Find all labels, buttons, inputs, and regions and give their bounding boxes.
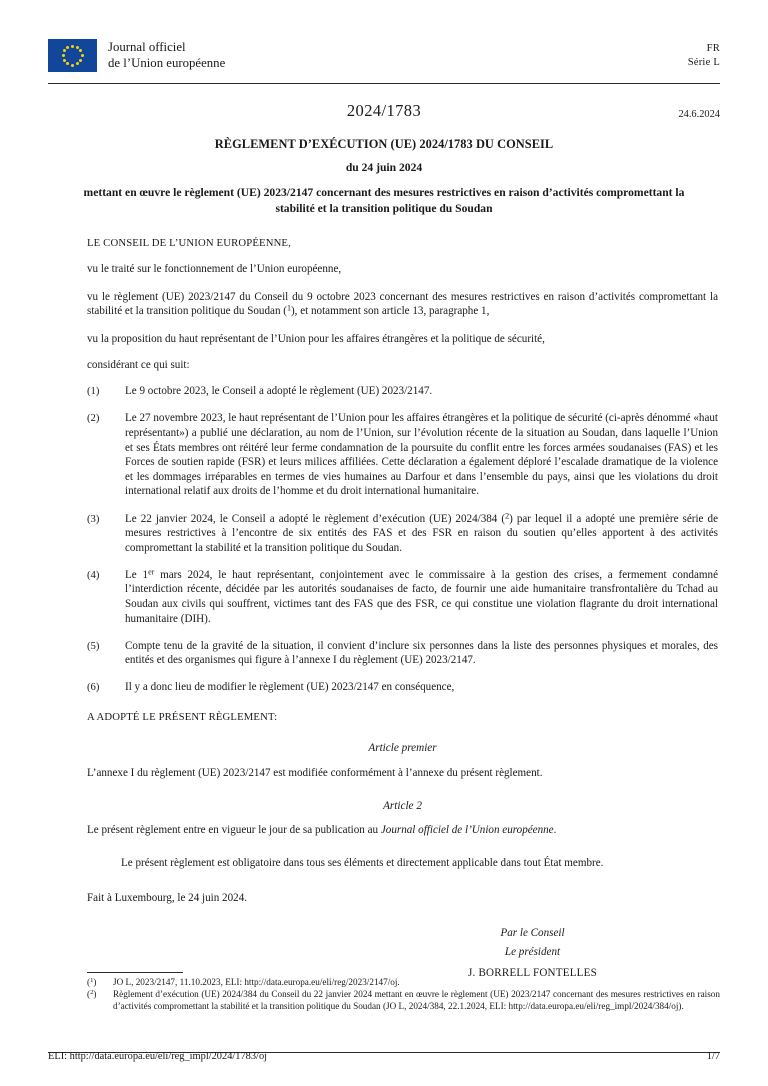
article-1-heading: Article premier xyxy=(368,741,437,754)
footnote-ref-2: 2 xyxy=(505,511,510,521)
title-date: du 24 juin 2024 xyxy=(345,161,423,174)
footnote-marker: ($^2$) xyxy=(87,989,97,1000)
page-footer xyxy=(48,1051,720,1062)
footnotes-section xyxy=(87,972,720,1013)
eu-star-icon xyxy=(63,59,66,62)
recitals-list xyxy=(87,384,718,695)
recital-text-part2: ) par lequel il a adopté une première série de mesures restrictives à l’encontre de six entités des FAS et des FSR en raison du soutien qu’elles apportent à des activités compromettant la stabilité et la transition politique du Soudan. xyxy=(125,512,719,554)
document-date: 24.6.2024 xyxy=(678,109,720,120)
recital-item xyxy=(87,512,718,556)
eu-star-icon xyxy=(66,62,69,65)
eu-flag-icon xyxy=(48,39,97,72)
recital-item xyxy=(87,568,718,626)
article-1-body: L’annexe I du règlement (UE) 2023/2147 est modifiée conformément à l’annexe du présent règlement. xyxy=(87,766,543,779)
eu-star-icon xyxy=(76,46,79,49)
footnote-text: Règlement d’exécution (UE) 2024/384 du Conseil du 22 janvier 2024 mettant en œuvre le règlement (UE) 2023/2147 concernant des mesures restrictives en raison d’activités compromettant la stabilité et la transition politique du Soudan (JO L, 2024/384, 22.1.2024, ELI: http://data.europa.eu/eli/reg_impl/2024/384/oj). xyxy=(113,989,720,1011)
recital-text xyxy=(125,512,718,556)
recital-text-part1: Le 22 janvier 2024, le Conseil a adopté le règlement d’exécution (UE) 2024/384 ( xyxy=(125,512,506,525)
footnote-marker: ($^1$) xyxy=(87,977,97,987)
masthead-left xyxy=(48,38,225,72)
recital-text xyxy=(125,568,718,626)
eu-star-icon xyxy=(71,45,74,48)
recital-item xyxy=(87,680,718,695)
article-2-heading: Article 2 xyxy=(383,799,422,812)
document-body xyxy=(48,237,720,983)
institution-line: LE CONSEIL DE L’UNION EUROPÉENNE, xyxy=(87,237,291,249)
recital-text: Le 9 octobre 2023, le Conseil a adopté le règlement (UE) 2023/2147. xyxy=(125,385,433,398)
footnote-text: JO L, 2023/2147, 11.10.2023, ELI: http://data.europa.eu/eli/reg/2023/2147/oj. xyxy=(113,977,400,987)
journal-title-line1: Journal officiel xyxy=(108,40,186,54)
signature-role: Le président xyxy=(504,946,561,959)
eu-star-icon xyxy=(62,54,65,57)
footnote-item xyxy=(87,989,720,1012)
eu-star-icon xyxy=(76,62,79,65)
eu-star-icon xyxy=(81,54,84,57)
journal-reference: Journal officiel de l’Union européenne xyxy=(380,823,554,836)
article-2-body xyxy=(87,823,718,838)
masthead-right xyxy=(688,38,720,69)
article-2-body-part1: Le présent règlement entre en vigueur le jour de sa publication au xyxy=(87,823,381,836)
header-divider xyxy=(48,83,720,84)
recital-number: (2) xyxy=(87,412,100,425)
journal-title-line2: de l’Union européenne xyxy=(108,55,226,70)
whereas-intro: considérant ce qui suit: xyxy=(87,359,190,372)
binding-clause: Le présent règlement est obligatoire dans tous ses éléments et directement applicable dans tout État membre. xyxy=(121,857,604,870)
eu-star-icon xyxy=(63,49,66,52)
recital-text: Le 27 novembre 2023, le haut représentant de l’Union pour les affaires étrangères et la politique de sécurité (ci-après dénommé «haut représentant») a publié une déclaration, au nom de l’Union, sur l’évolution récente de la situation au Soudan, dans laquelle l’Union et ses États membres ont réitéré leur ferme condamnation de la poursuite du conflit entre les forces armées soudanaises (FAS) et les Forces de soutien rapide (FSR) et leurs milices affiliées. Cette déclaration a également déploré l’escalade dramatique de la violence et les dommages irréparables en termes de vies humaines au Darfour et dans l’ensemble du pays, ainsi que les violations du droit international relatif aux droits de l’homme et du droit international humanitaire. xyxy=(125,412,718,498)
recital-number: (1) xyxy=(87,385,100,398)
eu-star-icon xyxy=(71,64,74,67)
eu-star-icon xyxy=(79,59,82,62)
eli-link[interactable]: ELI: http://data.europa.eu/eli/reg_impl/2024/1783/oj xyxy=(48,1051,268,1062)
recital-item xyxy=(87,384,718,399)
title-block xyxy=(48,136,720,216)
citation-proposal: vu la proposition du haut représentant de l’Union pour les affaires étrangères et la politique de sécurité, xyxy=(87,332,545,345)
document-number: 2024/1783 xyxy=(346,101,422,120)
recital-text: Il y a donc lieu de modifier le règlement (UE) 2023/2147 en conséquence, xyxy=(125,681,455,694)
footnote-item xyxy=(87,977,720,989)
eu-star-icon xyxy=(66,46,69,49)
citation-regulation-part2: ), et notamment son article 13, paragraphe 1, xyxy=(290,305,490,318)
recital-number: (6) xyxy=(87,681,100,694)
recital-text-part2: mars 2024, le haut représentant, conjointement avec le commissaire à la gestion des crises, a fermement condamné l’interdiction récente, décidée par les autorités soudanaises de facto, de fournir une aide humanitaire transfrontalière du Tchad au Soudan aux civils qui souffrent, victimes tant des FAS que des FSR, ce qui constitue une violation flagrante du droit international humanitaire (DIH). xyxy=(125,568,718,625)
citation-regulation xyxy=(87,290,718,319)
page-number: 1/7 xyxy=(706,1051,720,1062)
citation-treaty: vu le traité sur le fonctionnement de l’Union européenne, xyxy=(87,263,342,275)
journal-title xyxy=(108,38,225,71)
recital-number: (3) xyxy=(87,512,100,525)
eu-star-icon xyxy=(79,49,82,52)
adoption-line: A ADOPTÉ LE PRÉSENT RÈGLEMENT: xyxy=(87,710,278,723)
title-subject: mettant en œuvre le règlement (UE) 2023/2147 concernant des mesures restrictives en raison d’activités compromettant la stabilité et la transition politique du Soudan xyxy=(83,186,685,215)
recital-number: (5) xyxy=(87,639,100,652)
masthead xyxy=(48,38,720,78)
page-title: RÈGLEMENT D’EXÉCUTION (UE) 2024/1783 DU CONSEIL xyxy=(214,137,554,151)
footnote-marker-number: 2 xyxy=(90,989,94,997)
series-label: Série L xyxy=(687,56,720,68)
ordinal-suffix: er xyxy=(148,567,155,577)
recital-item xyxy=(87,639,718,668)
recital-number: (4) xyxy=(87,568,100,581)
done-at-line: Fait à Luxembourg, le 24 juin 2024. xyxy=(87,891,248,904)
footnote-marker-number: 1 xyxy=(90,977,94,985)
recital-item xyxy=(87,411,718,499)
recital-text-part1: Le 1 xyxy=(125,568,149,581)
article-2-body-part2: . xyxy=(553,823,557,836)
recital-text: Compte tenu de la gravité de la situation, il convient d’inclure six personnes dans la liste des personnes physiques et morales, des entités et des organismes qui figure à l’annexe I du règlement (UE) 2023/2147. xyxy=(125,639,718,667)
footnote-divider xyxy=(87,972,183,973)
document-number-row xyxy=(48,101,720,121)
language-code: FR xyxy=(706,43,720,54)
signature-by: Par le Conseil xyxy=(500,926,565,939)
citation-regulation-part1: vu le règlement (UE) 2023/2147 du Conseil du 9 octobre 2023 concernant des mesures restrictives en raison d’activités compromettant la stabilité et la transition politique du Soudan ( xyxy=(87,290,718,318)
signature-name: J. BORRELL FONTELLES xyxy=(467,966,597,979)
footnote-ref-1: 1 xyxy=(286,303,291,313)
